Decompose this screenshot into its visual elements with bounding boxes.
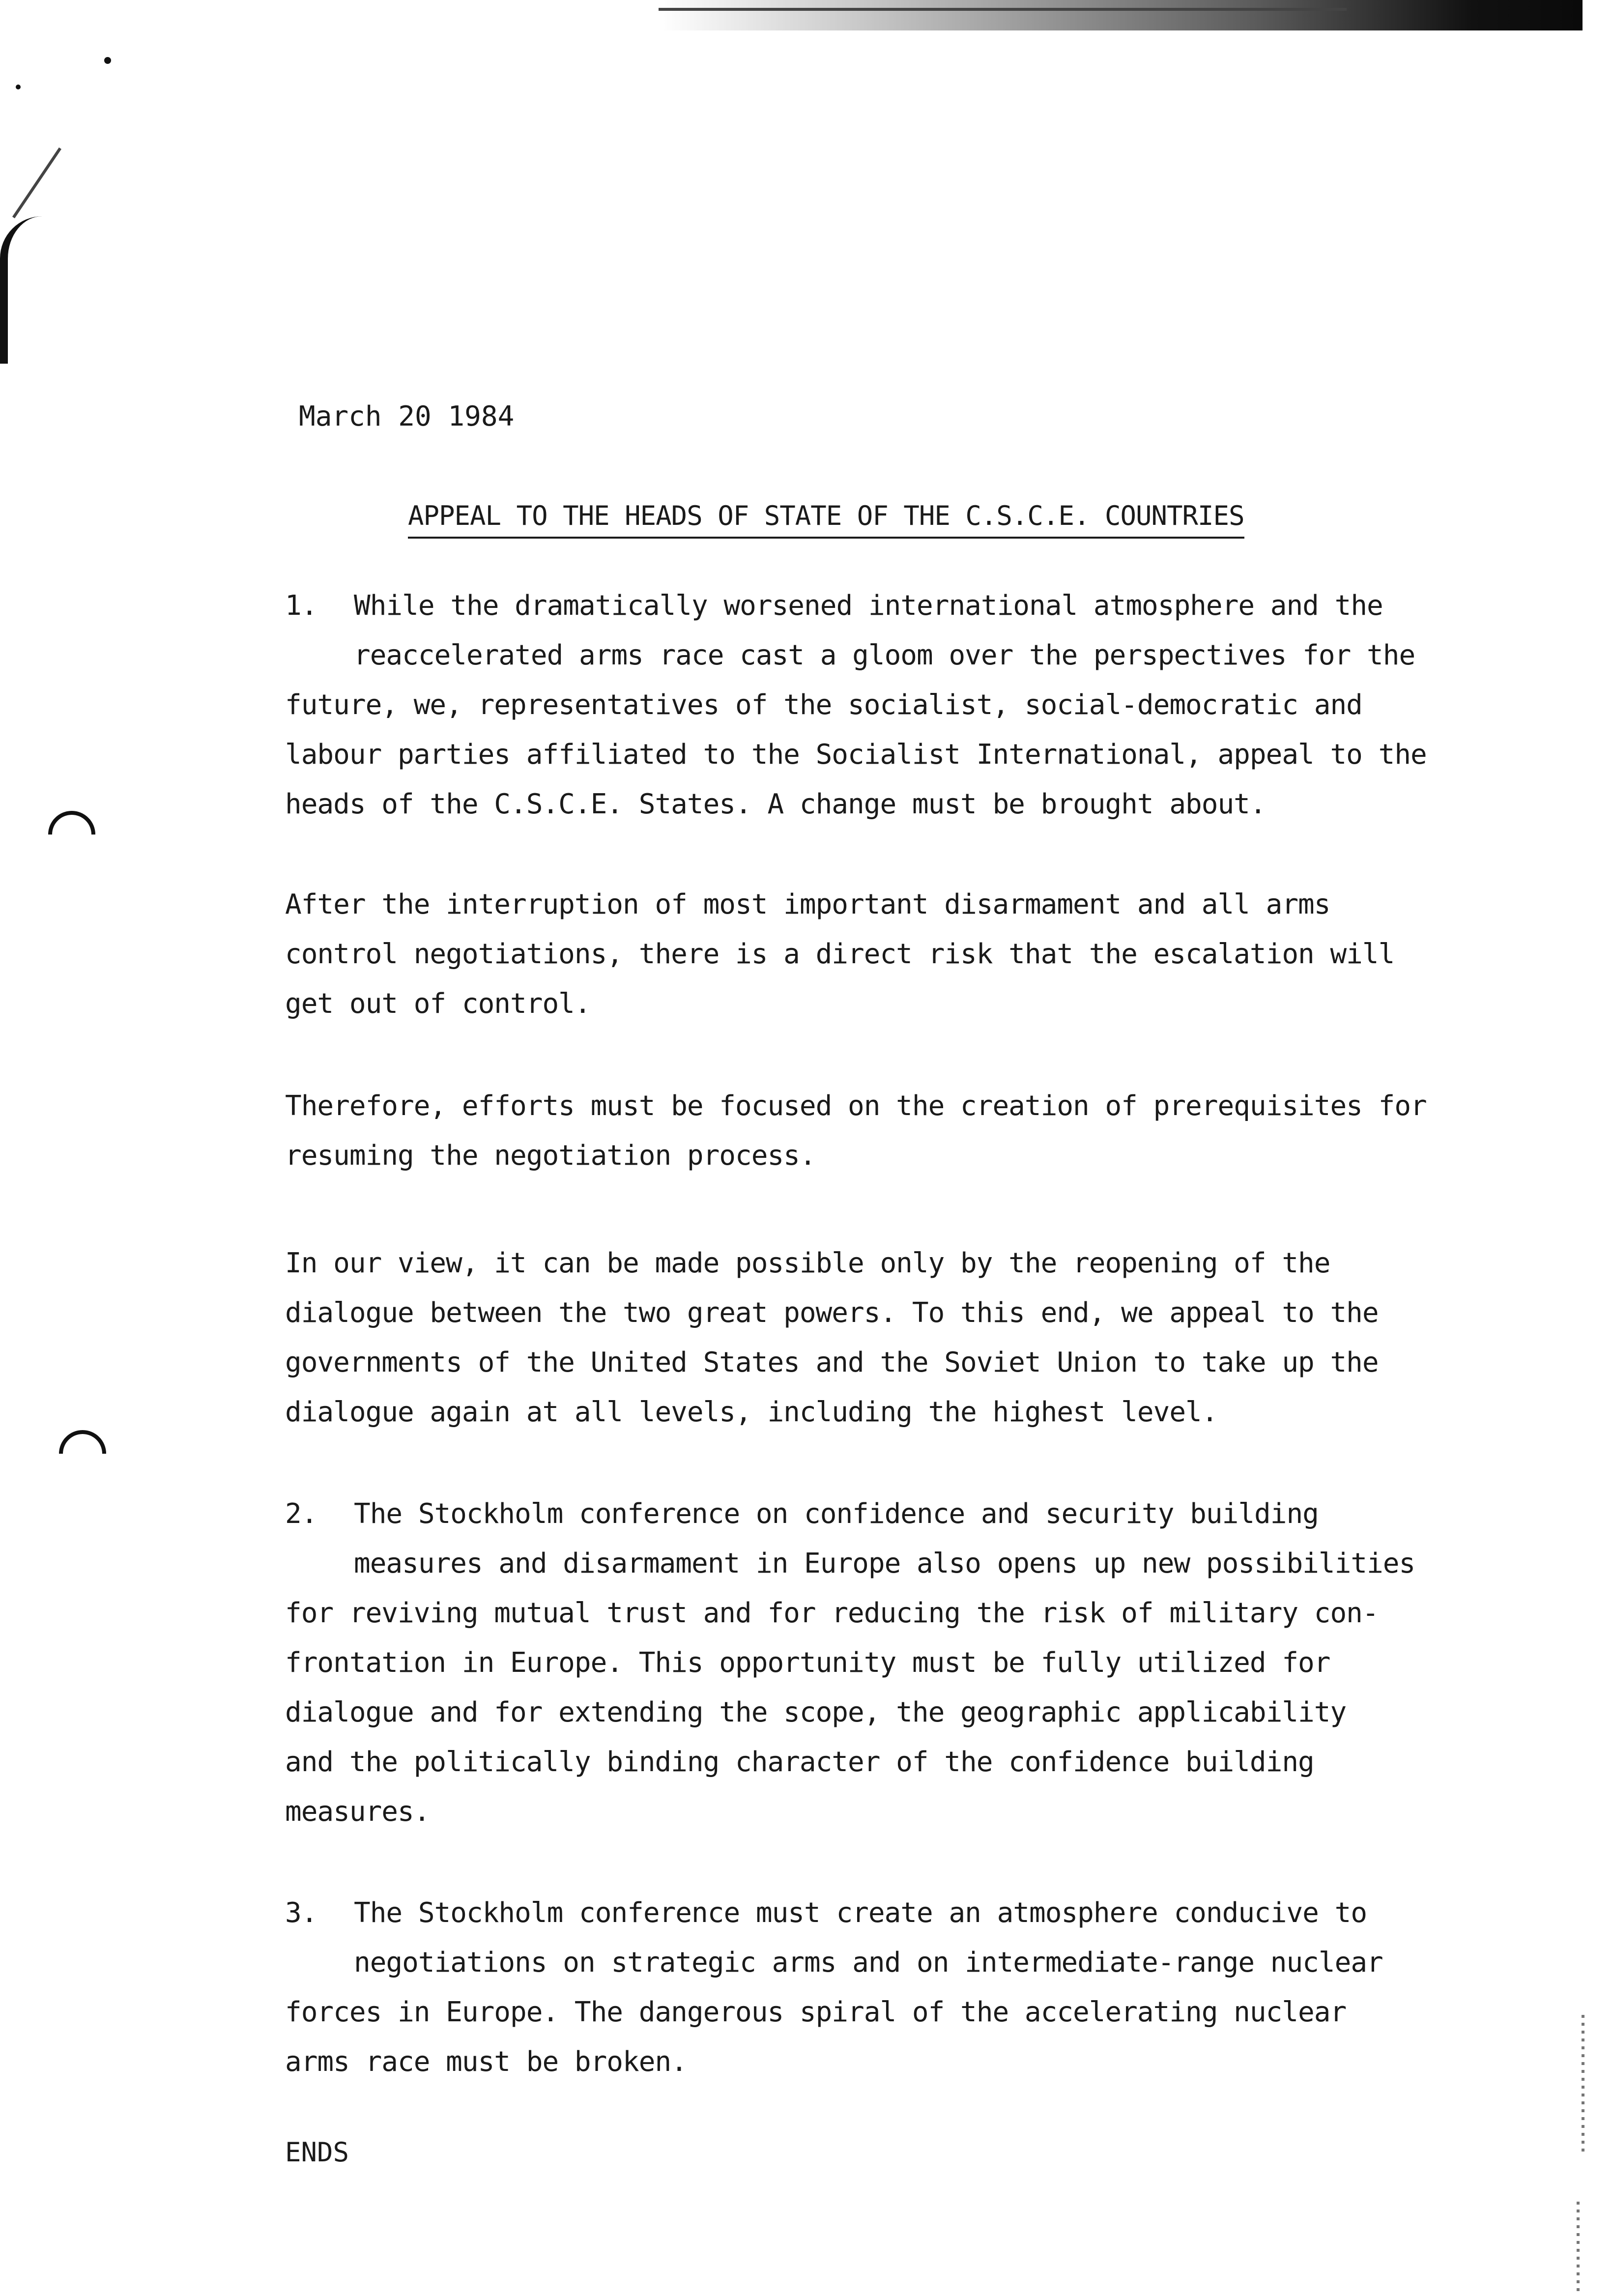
scan-speck [104, 57, 111, 64]
paragraph-number: 2. [285, 1498, 317, 1530]
paragraph-line: resuming the negotiation process. [285, 1140, 816, 1172]
paragraph-line: frontation in Europe. This opportunity must be fully utilized for [285, 1647, 1330, 1679]
paragraph-2 [285, 1489, 1474, 1837]
pen-mark [12, 147, 61, 218]
paragraph-therefore [285, 1081, 1474, 1180]
paragraph-line: for reviving mutual trust and for reducing the risk of military con- [285, 1597, 1379, 1629]
paragraph-in-our-view [285, 1238, 1474, 1437]
paragraph-line: negotiations on strategic arms and on intermediate-range nuclear [354, 1947, 1383, 1979]
paragraph-line: dialogue between the two great powers. To this end, we appeal to the [285, 1297, 1379, 1329]
paragraph-line: get out of control. [285, 988, 591, 1020]
paragraph-line: heads of the C.S.C.E. States. A change must be brought about. [285, 788, 1266, 820]
margin-mark [0, 216, 42, 364]
scan-edge-speckle [1577, 2202, 1580, 2295]
paragraph-line: In our view, it can be made possible only by the reopening of the [285, 1247, 1330, 1279]
paragraph-line: arms race must be broken. [285, 2046, 687, 2078]
paragraph-line: control negotiations, there is a direct risk that the escalation will [285, 938, 1395, 970]
paragraph-line: reaccelerated arms race cast a gloom over the perspectives for the [354, 639, 1415, 671]
paragraph-number: 3. [285, 1897, 317, 1929]
paragraph-line: Therefore, efforts must be focused on the creation of prerequisites for [285, 1090, 1427, 1122]
scan-edge-line [659, 8, 1347, 11]
paragraph-line: measures. [285, 1796, 430, 1828]
paragraph-line: and the politically binding character of the confidence building [285, 1746, 1314, 1778]
scan-edge-shadow [659, 0, 1583, 30]
punch-hole-mark [38, 801, 105, 868]
paragraph-line: governments of the United States and the Soviet Union to take up the [285, 1347, 1379, 1378]
document-closing: ENDS [285, 2137, 349, 2168]
paragraph-after-interruption [285, 880, 1474, 1029]
paragraph-number: 1. [285, 590, 317, 622]
paragraph-line: dialogue again at all levels, including the highest level. [285, 1396, 1218, 1428]
punch-hole-mark [49, 1420, 116, 1487]
paragraph-line: labour parties affiliated to the Socialist International, appeal to the [285, 739, 1427, 771]
paragraph-line: future, we, representatives of the socialist, social-democratic and [285, 689, 1362, 721]
document-title: APPEAL TO THE HEADS OF STATE OF THE C.S.C.E. COUNTRIES [408, 496, 1244, 539]
paragraph-3 [285, 1888, 1474, 2087]
paragraph-line: After the interruption of most important disarmament and all arms [285, 889, 1330, 920]
scan-edge-speckle [1582, 2015, 1584, 2152]
paragraph-line: dialogue and for extending the scope, the geographic applicability [285, 1696, 1347, 1728]
paragraph-line: 2. The Stockholm conference on confidence and security building [285, 1489, 1474, 1539]
scan-speck [16, 85, 21, 89]
document-date: March 20 1984 [299, 401, 515, 432]
paragraph-1 [285, 581, 1474, 829]
paragraph-line: 3. The Stockholm conference must create an atmosphere conducive to [285, 1888, 1474, 1938]
paragraph-line: forces in Europe. The dangerous spiral of the accelerating nuclear [285, 1996, 1347, 2028]
paragraph-line: measures and disarmament in Europe also opens up new possibilities [354, 1548, 1415, 1579]
paragraph-line: 1. While the dramatically worsened international atmosphere and the [285, 581, 1474, 631]
